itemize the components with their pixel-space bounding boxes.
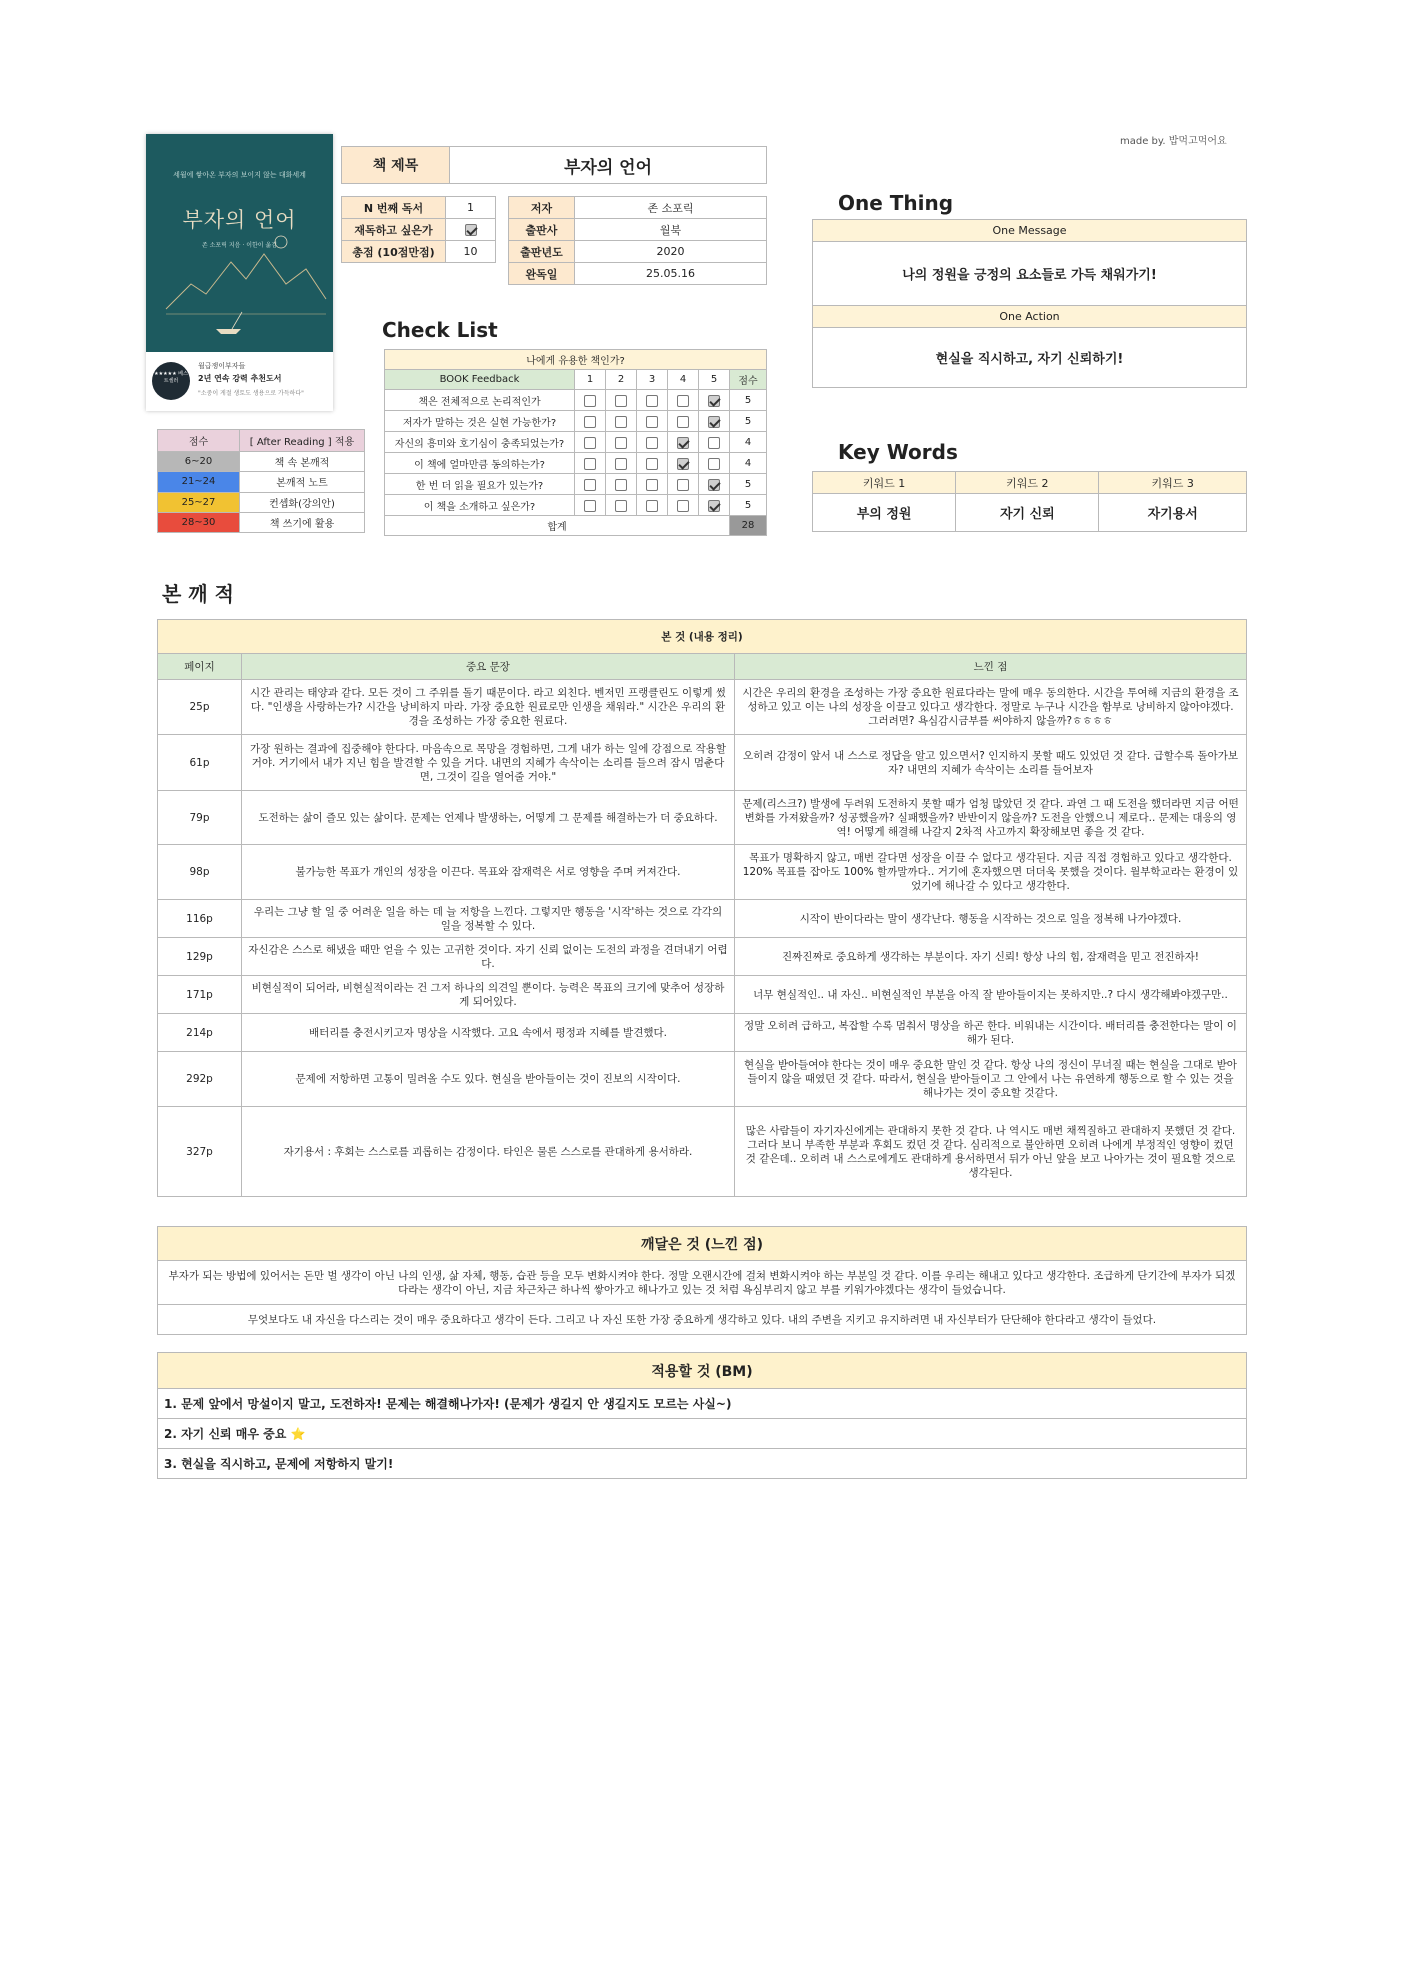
bonkkae-feel: 문제(리스크?) 발생에 두려워 도전하지 못할 때가 엄청 많았던 것 같다. 과연 그 때 도전을 했더라면 지금 어떤 변화를 가져왔을까? 성공했을까? 실패했을까? 반반이지 않을까? 도전을 안했으니 제로다.. 문제는 대응의 영역! 어떻게 해결해 나갈지 2차적 사고까지 확장해보면 좋을 것 같다. (735, 791, 1247, 845)
bonkkae-quote: 시간 관리는 태양과 같다. 모든 것이 그 주위를 돌기 때문이다. 라고 외친다. 벤저민 프랭클린도 이렇게 썼다. "인생을 사랑하는가? 시간을 낭비하지 마라. 가장 중요한 원료로만 인생을 채워라." 시간은 우리의 환경을 조성하는 가장 중요한 원료다. (242, 680, 735, 735)
bonkkae-row (158, 735, 1247, 791)
checklist-checkbox-cell (668, 432, 699, 453)
checklist-checkbox[interactable] (646, 479, 658, 491)
checklist-checkbox[interactable] (615, 395, 627, 407)
bonkkae-feel: 현실을 받아들여야 한다는 것이 매우 중요한 말인 것 같다. 항상 나의 정신이 무너질 때는 현실을 그대로 받아들이지 않을 때였던 것 같다. 따라서, 현실을 받아들이고 그 안에서 나는 유연하게 행동으로 할 수 있는 것을 해나가는 것이 중요할 것같다. (735, 1052, 1247, 1107)
bonkkae-quote: 가장 원하는 결과에 집중해야 한다다. 마음속으로 목망을 경험하면, 그게 내가 하는 일에 강점으로 작용할 거야. 거기에서 내가 지닌 힘을 발견할 수 있을 거다. 내면의 지혜가 속삭이는 소리를 들으려 잠시 멈춘다면, 그것이 길을 열어줄 거야." (242, 735, 735, 791)
book-title-label: 책 제목 (342, 147, 450, 184)
checklist-score: 5 (730, 411, 767, 432)
checklist-checkbox[interactable] (708, 458, 720, 470)
realized-title: 깨달은 것 (느낀 점) (158, 1227, 1247, 1261)
keyword-label-2: 키워드 2 (956, 472, 1099, 494)
checklist-checkbox[interactable] (677, 395, 689, 407)
key-words-table (812, 471, 1247, 532)
bonkkae-page: 79p (158, 791, 242, 845)
checklist-col-1: 1 (575, 370, 606, 390)
keyword-label-3: 키워드 3 (1099, 472, 1247, 494)
checklist-feedback-header: BOOK Feedback (385, 370, 575, 390)
cover-title: 부자의 언어 (182, 208, 297, 232)
checklist-col-5: 5 (699, 370, 730, 390)
bonkkae-quote: 자기용서 : 후회는 스스로를 괴롭히는 감정이다. 타인은 물론 스스로를 관대하게 용서하라. (242, 1107, 735, 1197)
bonkkae-page: 327p (158, 1107, 242, 1197)
checklist-checkbox[interactable] (615, 437, 627, 449)
checklist-col-4: 4 (668, 370, 699, 390)
reading-count-label: N 번째 독서 (342, 197, 446, 219)
checklist-checkbox-cell (575, 390, 606, 411)
book-cover-image (146, 134, 333, 411)
checklist-checkbox-cell (637, 495, 668, 516)
legend-apply-header: [ After Reading ] 적용 (240, 430, 365, 452)
author-value: 존 소포릭 (575, 197, 767, 219)
book-info-left (341, 196, 496, 263)
bonkkae-feel: 목표가 명확하지 않고, 매번 갈다면 성장을 이끌 수 없다고 생각된다. 지금 직접 경험하고 있다고 생각한다. 120% 목표를 잡아도 100% 할까말까다.. 거기에 혼자했으면 더더욱 못했을 것이다. 월부학교라는 환경이 있었기에 해나갈 수 있다고 생각한다. (735, 845, 1247, 900)
checklist-checkbox-cell (637, 390, 668, 411)
reread-checkbox-cell (446, 219, 496, 241)
one-action-value: 현실을 직시하고, 자기 신뢰하기! (813, 328, 1247, 388)
checklist-checkbox[interactable] (646, 458, 658, 470)
legend-apply-2: 본깨적 노트 (240, 472, 365, 492)
checklist-checkbox[interactable] (708, 500, 720, 512)
legend-apply-3: 컨셉화(강의안) (240, 492, 365, 512)
checklist-question: 이 책을 소개하고 싶은가? (385, 495, 575, 516)
apply-table (157, 1352, 1247, 1479)
checklist-checkbox-cell (606, 453, 637, 474)
checklist-checkbox[interactable] (677, 437, 689, 449)
checklist-checkbox-cell (606, 432, 637, 453)
checklist-score: 5 (730, 495, 767, 516)
checklist-checkbox-cell (668, 390, 699, 411)
keyword-value-3: 자기용서 (1099, 494, 1247, 532)
checklist-checkbox[interactable] (584, 479, 596, 491)
checklist-checkbox-cell (606, 495, 637, 516)
checklist-checkbox[interactable] (615, 479, 627, 491)
publisher-label: 출판사 (509, 219, 575, 241)
checklist-checkbox[interactable] (584, 416, 596, 428)
one-thing-heading: One Thing (838, 191, 954, 215)
apply-title: 적용할 것 (BM) (158, 1353, 1247, 1389)
bonkkae-feel: 너무 현실적인.. 내 자신.. 비현실적인 부분을 아직 잘 받아들이지는 못하지만..? 다시 생각해봐야겠구만.. (735, 976, 1247, 1014)
cover-band-line2: 2년 연속 강력 추천도서 (198, 374, 282, 383)
checklist-checkbox-cell (637, 411, 668, 432)
cover-subtitle: 세월에 쌓아온 부자의 보이지 않는 대화세계 (173, 171, 306, 179)
checklist-checkbox[interactable] (615, 500, 627, 512)
legend-apply-1: 책 속 본깨적 (240, 452, 365, 472)
reading-count-value: 1 (446, 197, 496, 219)
key-words-heading: Key Words (838, 440, 958, 464)
publisher-value: 월북 (575, 219, 767, 241)
checklist-checkbox[interactable] (646, 500, 658, 512)
apply-item-3: 3. 현실을 직시하고, 문제에 저항하지 말기! (158, 1449, 1247, 1479)
checklist-score: 5 (730, 474, 767, 495)
bonkkae-row (158, 1107, 1247, 1197)
checklist-title: 나에게 유용한 책인가? (385, 350, 767, 370)
checklist-checkbox-cell (699, 453, 730, 474)
bonkkae-row (158, 1052, 1247, 1107)
checklist-question: 저자가 말하는 것은 실현 가능한가? (385, 411, 575, 432)
checklist-score-header: 점수 (730, 370, 767, 390)
bonkkae-page: 61p (158, 735, 242, 791)
col-feel-header: 느낀 점 (735, 654, 1247, 680)
checklist-checkbox-cell (637, 474, 668, 495)
checklist-checkbox[interactable] (708, 479, 720, 491)
keyword-value-1: 부의 정원 (813, 494, 956, 532)
checklist-checkbox-cell (606, 411, 637, 432)
checklist-checkbox-cell (606, 390, 637, 411)
one-action-label: One Action (813, 306, 1247, 328)
one-message-label: One Message (813, 220, 1247, 242)
one-message-value: 나의 정원을 긍정의 요소들로 가득 채워가기! (813, 242, 1247, 306)
checklist-question: 한 번 더 읽을 필요가 있는가? (385, 474, 575, 495)
checklist-checkbox[interactable] (677, 479, 689, 491)
keyword-value-2: 자기 신뢰 (956, 494, 1099, 532)
checklist-row (385, 390, 767, 411)
checklist-total-value: 28 (730, 516, 767, 536)
made-by-credit: made by. 밥먹고먹어요 (1120, 136, 1227, 147)
checklist-checkbox[interactable] (615, 458, 627, 470)
checklist-question: 자신의 흥미와 호기심이 충족되었는가? (385, 432, 575, 453)
one-thing-table (812, 219, 1247, 388)
checklist-row (385, 432, 767, 453)
col-quote-header: 중요 문장 (242, 654, 735, 680)
checklist-col-2: 2 (606, 370, 637, 390)
bonkkae-row (158, 1014, 1247, 1052)
checklist-checkbox-cell (699, 411, 730, 432)
bonkkae-row (158, 680, 1247, 735)
checklist-row (385, 495, 767, 516)
bonkkae-feel: 정말 오히려 급하고, 복잡할 수록 멈춰서 명상을 하곤 한다. 비워내는 시간이다. 배터리를 충전한다는 말이 이해가 된다. (735, 1014, 1247, 1052)
reread-label: 재독하고 싶은가 (342, 219, 446, 241)
bonkkae-feel: 오히려 감정이 앞서 내 스스로 정답을 알고 있으면서? 인지하지 못할 때도 있었던 것 같다. 급할수록 돌아가보자? 내면의 지혜가 속삭이는 소리를 들어보자 (735, 735, 1247, 791)
bonkkae-quote: 불가능한 목표가 개인의 성장을 이끈다. 목표와 잠재력은 서로 영향을 주며 커져간다. (242, 845, 735, 900)
bonkkae-page: 214p (158, 1014, 242, 1052)
bonkkae-table-title: 본 것 (내용 정리) (158, 620, 1247, 654)
checklist-checkbox-cell (668, 411, 699, 432)
checklist-heading: Check List (382, 318, 498, 342)
bonkkae-quote: 비현실적이 되어라, 비현실적이라는 건 그저 하나의 의견일 뿐이다. 능력은 목표의 크기에 맞추어 성장하게 되어있다. (242, 976, 735, 1014)
reread-checkbox[interactable] (465, 224, 477, 236)
pub-year-value: 2020 (575, 241, 767, 263)
cover-mountain-illustration (146, 134, 333, 352)
checklist-checkbox-cell (575, 411, 606, 432)
bonkkae-feel: 많은 사람들이 자기자신에게는 관대하지 못한 것 같다. 나 역시도 매번 채찍질하고 관대하지 못했던 것 같다. 그러다 보니 부족한 부분과 후회도 컸던 것 같다. 심리적으로 불안하면 오히려 나에게 부정적인 영향이 컸던 것 같은데.. 오히려 내 스스로에게도 관대하게 용서하면서 뒤가 아닌 앞을 보고 나아가는 것이 필요할 것으로 생각된다. (735, 1107, 1247, 1197)
checklist-checkbox-cell (668, 474, 699, 495)
legend-score-4: 28~30 (158, 512, 240, 532)
total-score-value: 10 (446, 241, 496, 263)
checklist-checkbox[interactable] (646, 437, 658, 449)
checklist-checkbox-cell (575, 474, 606, 495)
bonkkae-page: 129p (158, 938, 242, 976)
bonkkae-row (158, 900, 1247, 938)
checklist-table (384, 349, 767, 536)
bonkkae-feel: 진짜진짜로 중요하게 생각하는 부분이다. 자기 신뢰! 항상 나의 힘, 잠재력을 믿고 전진하자! (735, 938, 1247, 976)
cover-band-line1: 월급쟁이부자들 (198, 362, 246, 370)
total-score-label: 총점 (10점만점) (342, 241, 446, 263)
bonkkae-feel: 시간은 우리의 환경을 조성하는 가장 중요한 원료다라는 말에 매우 동의한다. 시간을 투여해 지금의 환경을 조성하고 있고 이는 나의 성장을 이끌고 있다고 생각한다. 정말로 누구나 시간을 함부로 낭비하지 않아야겠다. 그러려면? 욕심감시금부를 써야하지 않을까?ㅎㅎㅎㅎ (735, 680, 1247, 735)
cover-artwork (146, 134, 333, 352)
keyword-label-1: 키워드 1 (813, 472, 956, 494)
checklist-checkbox-cell (699, 432, 730, 453)
checklist-checkbox-cell (699, 390, 730, 411)
checklist-checkbox-cell (575, 432, 606, 453)
checklist-total-label: 합계 (385, 516, 730, 536)
book-title-table (341, 146, 767, 184)
checklist-checkbox-cell (575, 453, 606, 474)
checklist-checkbox[interactable] (708, 416, 720, 428)
realized-line-1: 부자가 되는 방법에 있어서는 돈만 벌 생각이 아닌 나의 인생, 삶 자체, 행동, 습관 등을 모두 변화시켜야 한다. 정말 오랜시간에 걸쳐 변화시켜야 하는 부분일 것 같다. 이를 우리는 해내고 있다고 생각한다. 조급하게 단기간에 부자가 되겠다라는 생각이 아닌, 지금 차근차근 하나씩 쌓아가고 해나가고 있는 것 처럼 욕심부리지 않고 부를 키워가야겠다는 생각이 들었습니다. (158, 1261, 1247, 1305)
checklist-row (385, 453, 767, 474)
legend-apply-4: 책 쓰기에 활용 (240, 512, 365, 532)
checklist-checkbox-cell (606, 474, 637, 495)
bonkkae-row (158, 845, 1247, 900)
checklist-checkbox[interactable] (615, 416, 627, 428)
checklist-score: 4 (730, 432, 767, 453)
col-page-header: 페이지 (158, 654, 242, 680)
checklist-row (385, 474, 767, 495)
checklist-score: 4 (730, 453, 767, 474)
cover-band-line3: "소중이 게절 생토도 생용으로 가득하다" (198, 390, 304, 397)
realized-table (157, 1226, 1247, 1335)
checklist-checkbox-cell (637, 432, 668, 453)
checklist-score: 5 (730, 390, 767, 411)
checklist-checkbox-cell (575, 495, 606, 516)
bonkkae-page: 25p (158, 680, 242, 735)
checklist-checkbox-cell (699, 495, 730, 516)
bonkkae-heading: 본 깨 적 (162, 582, 234, 606)
book-info-right (508, 196, 767, 285)
bonkkae-row (158, 938, 1247, 976)
legend-score-1: 6~20 (158, 452, 240, 472)
checklist-checkbox[interactable] (646, 395, 658, 407)
checklist-question: 책은 전체적으로 논리적인가 (385, 390, 575, 411)
bonkkae-page: 116p (158, 900, 242, 938)
checklist-checkbox[interactable] (584, 458, 596, 470)
checklist-checkbox[interactable] (584, 500, 596, 512)
checklist-checkbox[interactable] (584, 437, 596, 449)
finish-date-value: 25.05.16 (575, 263, 767, 285)
apply-item-1: 1. 문제 앞에서 망설이지 말고, 도전하자! 문제는 해결해나가자! (문제가 생길지 안 생길지도 모르는 사실~) (158, 1389, 1247, 1419)
checklist-checkbox[interactable] (708, 437, 720, 449)
bonkkae-quote: 도전하는 삶이 즐모 있는 삶이다. 문제는 언제나 발생하는, 어떻게 그 문제를 해결하는가 더 중요하다. (242, 791, 735, 845)
bonkkae-row (158, 791, 1247, 845)
checklist-checkbox-cell (699, 474, 730, 495)
cover-author: 존 소포릭 지음 · 이한이 옮김 (201, 242, 278, 249)
checklist-checkbox[interactable] (677, 458, 689, 470)
apply-item-2: 2. 자기 신뢰 매우 중요 ⭐ (158, 1419, 1247, 1449)
legend-score-header: 점수 (158, 430, 240, 452)
checklist-checkbox[interactable] (677, 500, 689, 512)
bonkkae-page: 171p (158, 976, 242, 1014)
bonkkae-feel: 시작이 반이다라는 말이 생각난다. 행동을 시작하는 것으로 일을 정복해 나가야겠다. (735, 900, 1247, 938)
checklist-checkbox-cell (637, 453, 668, 474)
book-title-value: 부자의 언어 (450, 147, 767, 184)
bonkkae-page: 98p (158, 845, 242, 900)
checklist-col-3: 3 (637, 370, 668, 390)
finish-date-label: 완독일 (509, 263, 575, 285)
checklist-checkbox-cell (668, 495, 699, 516)
bonkkae-quote: 배터리를 충전시키고자 명상을 시작했다. 고요 속에서 평정과 지혜를 발견했다. (242, 1014, 735, 1052)
cover-band (146, 352, 333, 411)
legend-score-3: 25~27 (158, 492, 240, 512)
score-legend-table (157, 429, 365, 533)
checklist-checkbox[interactable] (677, 416, 689, 428)
pub-year-label: 출판년도 (509, 241, 575, 263)
author-label: 저자 (509, 197, 575, 219)
checklist-checkbox[interactable] (646, 416, 658, 428)
bonkkae-page: 292p (158, 1052, 242, 1107)
bonkkae-table (157, 619, 1247, 1197)
cover-badge: ★★★★★ 베스트셀러 (152, 362, 190, 400)
bonkkae-quote: 문제에 저항하면 고통이 밀려올 수도 있다. 현실을 받아들이는 것이 진보의 시작이다. (242, 1052, 735, 1107)
legend-score-2: 21~24 (158, 472, 240, 492)
checklist-checkbox-cell (668, 453, 699, 474)
checklist-checkbox[interactable] (584, 395, 596, 407)
checklist-question: 이 책에 얼마만큼 동의하는가? (385, 453, 575, 474)
checklist-row (385, 411, 767, 432)
bonkkae-row (158, 976, 1247, 1014)
realized-line-2: 무엇보다도 내 자신을 다스리는 것이 매우 중요하다고 생각이 든다. 그리고 나 자신 또한 가장 중요하게 생각하고 있다. 내의 주변을 지키고 유지하려면 내 자신부터가 단단해야 한다라고 생각이 들었다. (158, 1305, 1247, 1335)
checklist-checkbox[interactable] (708, 395, 720, 407)
bonkkae-quote: 우리는 그냥 할 일 중 어려운 일을 하는 데 늘 저항을 느낀다. 그렇지만 행동을 '시작'하는 것으로 각각의 일을 정복할 수 있다. (242, 900, 735, 938)
bonkkae-quote: 자신감은 스스로 해냈을 때만 얻을 수 있는 고귀한 것이다. 자기 신뢰 없이는 도전의 과정을 견뎌내기 어렵다. (242, 938, 735, 976)
